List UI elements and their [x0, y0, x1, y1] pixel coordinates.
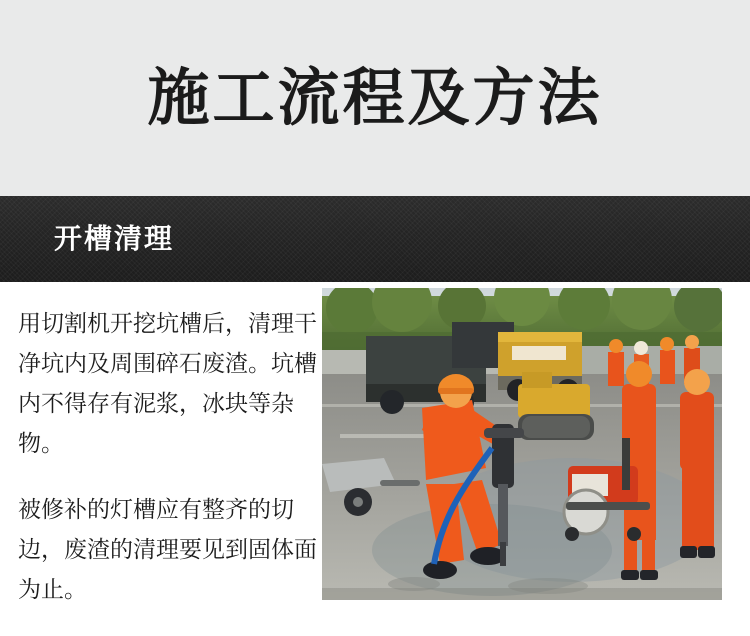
page-title: 施工流程及方法 — [147, 61, 603, 134]
text-column — [0, 282, 322, 636]
paragraph-2: 被修补的灯槽应有整齐的切边，废渣的清理要见到固体面为止。 — [18, 497, 317, 603]
section-header-bar — [0, 196, 750, 282]
paragraph-1: 用切割机开挖坑槽后，清理干净坑内及周围碎石废渣。坑槽内不得存有泥浆，冰块等杂物。 — [18, 311, 317, 457]
title-banner — [0, 0, 750, 196]
section-header-title: 开槽清理 — [54, 222, 175, 255]
photo-illustration — [322, 288, 722, 600]
content-area — [0, 282, 750, 626]
construction-photo — [322, 288, 722, 600]
